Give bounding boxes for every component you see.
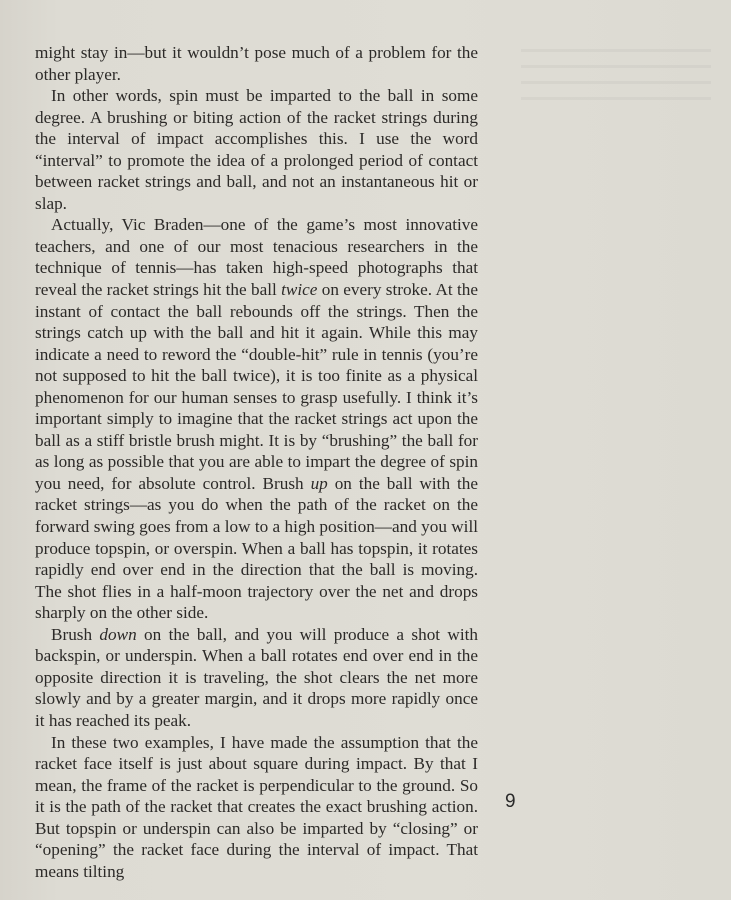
paragraph: [35, 624, 478, 732]
paragraph: [35, 732, 478, 883]
text-run: Brush: [51, 624, 100, 644]
paragraph: [35, 214, 478, 623]
paragraph: [35, 85, 478, 214]
body-text: [35, 42, 478, 882]
italic-text: twice: [281, 280, 318, 300]
text-run: on the ball with the racket strings—as you do when the path of the racket on the forward swing goes from a low to a high position—and you will produce topspin, or overspin. When a ball has topspin, it rotates rapidly end over end in the direction that the ball is moving. The shot flies in a half-moon trajectory over the net and drops sharply on the other side.: [35, 473, 478, 623]
text-run: In other words, spin must be imparted to the ball in some degree. A brushing or biting action of the racket strings during the interval of impact accomplishes this. I use the word “interval” to promote the idea of a prolonged period of contact between racket strings and ball, and not an instantaneous hit or slap.: [35, 86, 478, 213]
text-run: on every stroke. At the instant of contact the ball rebounds off the strings. Then the strings catch up with the ball and hit it again. While this may indicate a need to reword the “double-hit” rule in tennis (you’re not supposed to hit the ball twice), it is too finite as a physical phenomenon for our human senses to grasp usefully. I think it’s important simply to imagine that the racket strings act upon the ball as a stiff bristle brush might. It is by “brushing” the ball for as long as possible that you are able to impart the degree of spin you need, for absolute control. Brush: [35, 280, 478, 493]
italic-text: down: [99, 624, 137, 644]
bleed-through-text: [521, 40, 711, 100]
text-run: In these two examples, I have made the assumption that the racket face itself is just about square during impact. By that I mean, the frame of the racket is perpendicular to the ground. So it is the path of the racket that creates the exact brushing action. But topspin or underspin can also be imparted by “closing” or “opening” the racket face during the interval of impact. That means tilting: [35, 732, 478, 881]
paragraph: [35, 42, 478, 85]
text-run: on the ball, and you will produce a shot with backspin, or underspin. When a ball rotates end over end in the opposite direction it is traveling, the shot clears the net more slowly and by a greater margin, and it drops more rapidly once it has reached its peak.: [35, 624, 478, 730]
page-number: 9: [505, 791, 516, 812]
italic-text: up: [310, 473, 328, 493]
text-run: Actually, Vic Braden—one of the game’s most innovative teachers, and one of our most tenacious researchers in the technique of tennis—has taken high-speed photographs that reveal the racket strings hit the ball: [35, 215, 478, 300]
text-run: might stay in—but it wouldn’t pose much of a problem for the other player.: [35, 43, 478, 84]
